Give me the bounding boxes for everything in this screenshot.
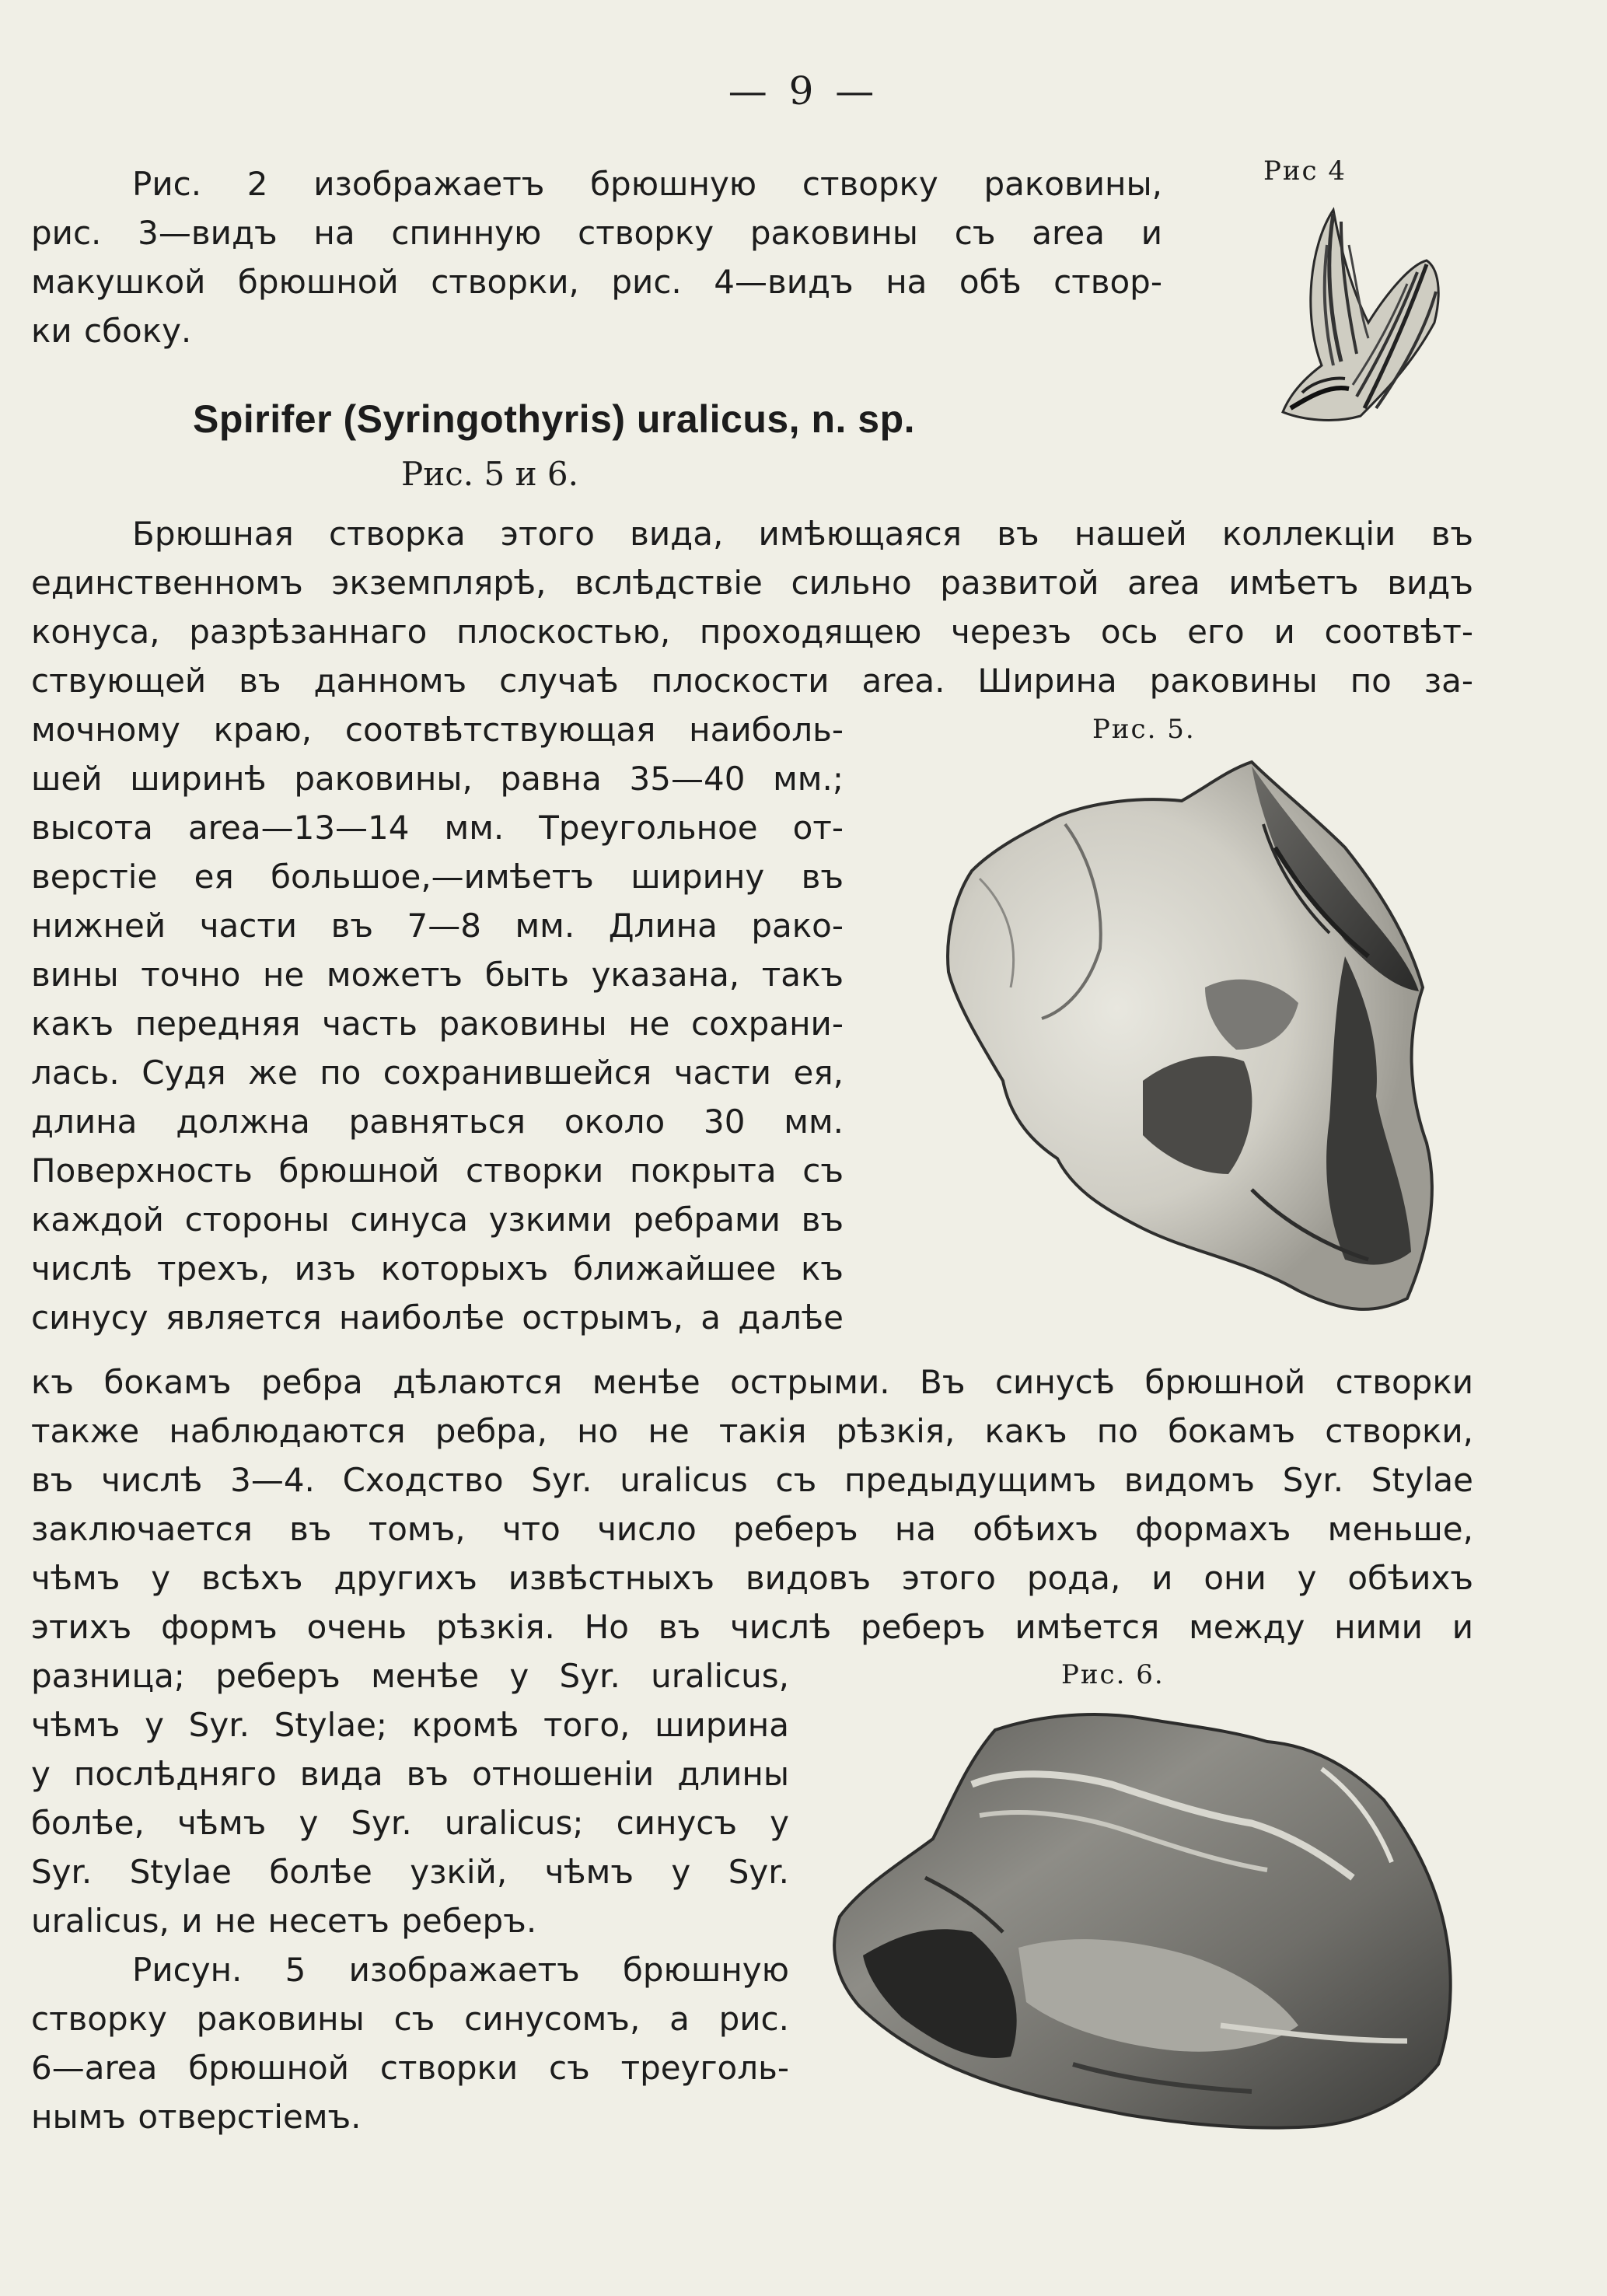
main-paragraph-narrow-2 bbox=[31, 1651, 789, 1945]
text-line: вины точно не можетъ быть указана, такъ bbox=[31, 956, 844, 994]
species-heading: Spirifer (Syringothyris) uralicus, n. sp. bbox=[193, 397, 916, 441]
figure-5-shell-photo bbox=[910, 754, 1454, 1337]
text-line: чѣмъ у Syr. Stylae; кромѣ того, ширина bbox=[31, 1706, 789, 1744]
text-line: мочному краю, соотвѣтствующая наиболь- bbox=[31, 711, 844, 749]
main-paragraph-narrow-1 bbox=[31, 705, 844, 1342]
text-line: нымъ отверстіемъ. bbox=[31, 2098, 362, 2136]
text-line: ки сбоку. bbox=[31, 312, 192, 350]
text-line: болѣе, чѣмъ у Syr. uralicus; синусъ у bbox=[31, 1804, 789, 1842]
text-line: шей ширинѣ раковины, равна 35—40 мм.; bbox=[31, 760, 844, 798]
species-subheading: Рис. 5 и 6. bbox=[401, 455, 578, 493]
text-line: ствующей въ данномъ случаѣ плоскости area. Ширина раковины по за- bbox=[31, 662, 1473, 700]
text-line: рис. 3—видъ на спинную створку раковины съ area и bbox=[31, 214, 1162, 252]
text-line: также наблюдаются ребра, но не такія рѣзкія, какъ по бокамъ створки, bbox=[31, 1412, 1473, 1450]
main-paragraph-full-2 bbox=[31, 1358, 1473, 1651]
text-line: этихъ формъ очень рѣзкія. Но въ числѣ реберъ имѣется между ними и bbox=[31, 1608, 1473, 1646]
text-line: конуса, разрѣзаннаго плоскостью, проходящею черезъ ось его и соотвѣт- bbox=[31, 613, 1473, 651]
text-line: каждой стороны синуса узкими ребрами въ bbox=[31, 1200, 844, 1239]
figure-4-shell-sketch bbox=[1217, 198, 1458, 439]
text-line: чѣмъ у всѣхъ другихъ извѣстныхъ видовъ этого рода, и они у обѣихъ bbox=[31, 1559, 1473, 1597]
figure-6-shell-photo bbox=[816, 1699, 1469, 2134]
text-line: высота area—13—14 мм. Треугольное от- bbox=[31, 809, 844, 847]
main-paragraph-full-1 bbox=[31, 509, 1473, 705]
figure-caption-6: Рис. 6. bbox=[1061, 1659, 1165, 1690]
text-line: у послѣдняго вида въ отношеніи длины bbox=[31, 1755, 789, 1793]
text-line: числѣ трехъ, изъ которыхъ ближайшее къ bbox=[31, 1249, 844, 1288]
final-paragraph bbox=[31, 1945, 789, 2141]
text-line: синусу является наиболѣе острымъ, а далѣе bbox=[31, 1298, 844, 1337]
figure-caption-5: Рис. 5. bbox=[1092, 714, 1196, 745]
text-line: Syr. Stylae болѣе узкій, чѣмъ у Syr. bbox=[31, 1853, 789, 1891]
figure-caption-4: Рис 4 bbox=[1263, 156, 1347, 187]
text-line: верстіе ея большое,—имѣетъ ширину въ bbox=[31, 858, 844, 896]
text-line: Рисун. 5 изображаетъ брюшную bbox=[132, 1951, 789, 1989]
text-line: лась. Судя же по сохранившейся части ея, bbox=[31, 1054, 844, 1092]
text-line: въ числѣ 3—4. Сходство Syr. uralicus съ предыдущимъ видомъ Syr. Stylae bbox=[31, 1461, 1473, 1499]
text-line: какъ передняя часть раковины не сохрани- bbox=[31, 1005, 844, 1043]
text-line: 6—area брюшной створки съ треуголь- bbox=[31, 2049, 789, 2087]
text-line: заключается въ томъ, что число реберъ на обѣихъ формахъ меньше, bbox=[31, 1510, 1473, 1548]
text-line: створку раковины съ синусомъ, а рис. bbox=[31, 2000, 789, 2038]
text-line: Брюшная створка этого вида, имѣющаяся въ нашей коллекціи въ bbox=[132, 515, 1473, 553]
text-line: Поверхность брюшной створки покрыта съ bbox=[31, 1151, 844, 1190]
intro-paragraph bbox=[31, 159, 1162, 355]
text-line: макушкой брюшной створки, рис. 4—видъ на обѣ створ- bbox=[31, 263, 1162, 301]
text-line: нижней части въ 7—8 мм. Длина рако- bbox=[31, 907, 844, 945]
text-line: къ бокамъ ребра дѣлаются менѣе острыми. Въ синусѣ брюшной створки bbox=[31, 1363, 1473, 1401]
text-line: uralicus, и не несетъ реберъ. bbox=[31, 1902, 537, 1940]
text-line: единственномъ экземплярѣ, вслѣдствіе сильно развитой area имѣетъ видъ bbox=[31, 564, 1473, 602]
text-line: Рис. 2 изображаетъ брюшную створку раковины, bbox=[132, 165, 1162, 203]
text-line: разница; реберъ менѣе у Syr. uralicus, bbox=[31, 1657, 789, 1695]
page-number: — 9 — bbox=[728, 68, 879, 114]
text-line: длина должна равняться около 30 мм. bbox=[31, 1103, 844, 1141]
